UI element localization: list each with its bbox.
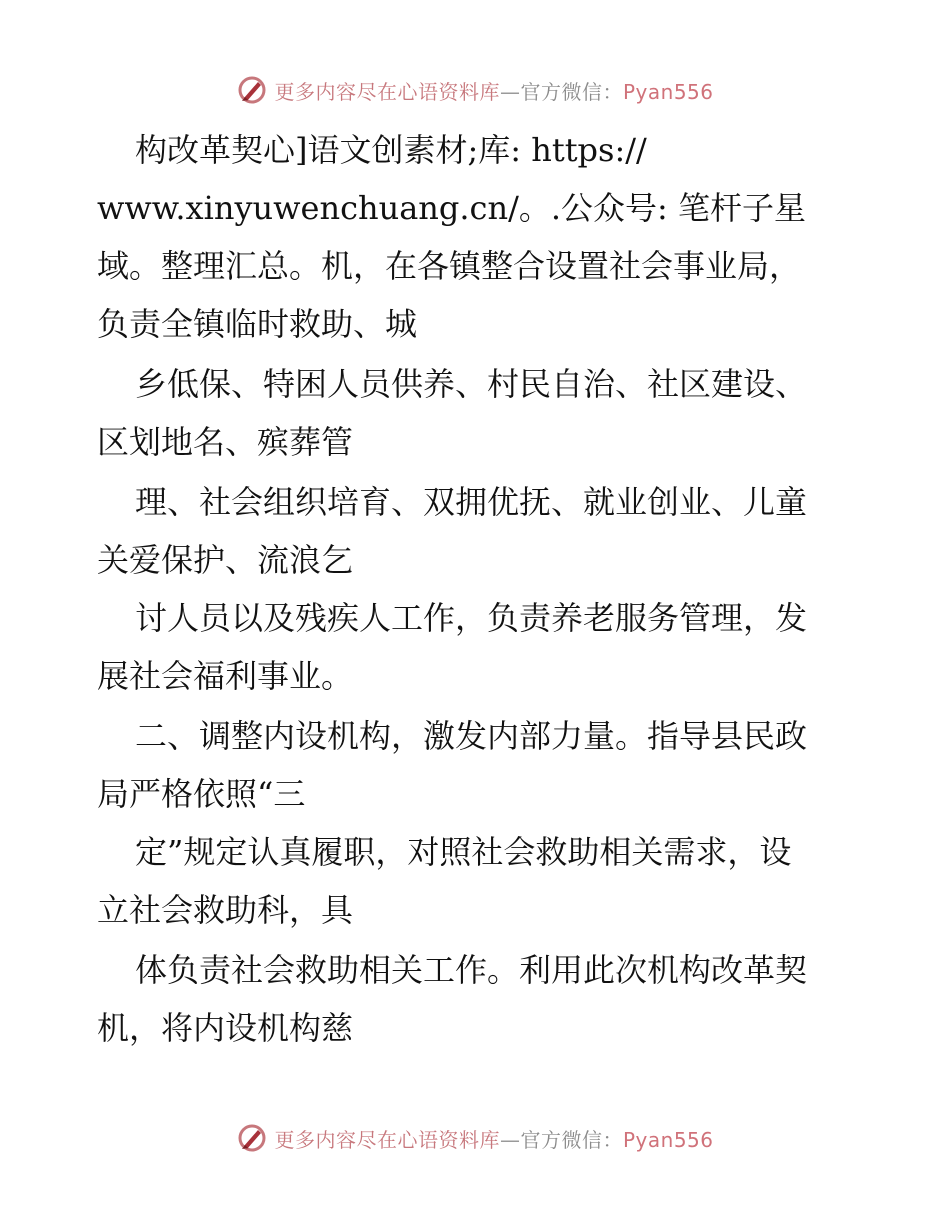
text-line: 关爱保护、流浪乞 — [97, 541, 354, 579]
text-line: 负责全镇临时救助、城 — [97, 305, 418, 343]
banner-wechat-id: Pyan556 — [622, 79, 714, 104]
banner-wechat-id: Pyan556 — [622, 1127, 714, 1152]
text-line: 定”规定认真履职，对照社会救助相关需求，设 — [135, 833, 792, 871]
text-line: 构改革契心]语文创素材;库: https:// — [135, 131, 647, 169]
text-line: 立社会救助科，具 — [97, 891, 354, 929]
banner-dash: — — [499, 1127, 521, 1152]
text-line: 讨人员以及残疾人工作，负责养老服务管理，发 — [135, 599, 808, 637]
banner-title: 更多内容尽在心语资料库 — [274, 1127, 500, 1152]
quill-pen-icon — [236, 1122, 268, 1154]
text-line: 机，将内设机构慈 — [97, 1009, 354, 1047]
banner-wechat-label: 官方微信： — [520, 79, 623, 104]
text-line: 乡低保、特困人员供养、村民自治、社区建设、 — [135, 365, 808, 403]
banner-text — [274, 76, 713, 105]
text-line: 体负责社会救助相关工作。利用此次机构改革契 — [135, 951, 808, 989]
banner-dash: — — [499, 79, 521, 104]
text-line: 理、社会组织培育、双拥优抚、就业创业、儿童 — [135, 483, 808, 521]
text-line: 展社会福利事业。 — [97, 657, 354, 695]
banner-title: 更多内容尽在心语资料库 — [274, 79, 500, 104]
text-line: www.xinyuwenchuang.cn/。.公众号: 笔杆子星 — [97, 189, 806, 227]
text-line: 二、调整内设机构，激发内部力量。指导县民政 — [135, 717, 808, 755]
text-line: 局严格依照“三 — [97, 775, 306, 813]
quill-pen-icon — [236, 74, 268, 106]
banner-wechat-label: 官方微信： — [520, 1127, 623, 1152]
banner-text — [274, 1124, 713, 1153]
text-line: 区划地名、殡葬管 — [97, 423, 354, 461]
header-banner — [0, 70, 950, 110]
text-line: 域。整理汇总。机，在各镇整合设置社会事业局， — [97, 247, 802, 285]
footer-banner — [0, 1118, 950, 1158]
